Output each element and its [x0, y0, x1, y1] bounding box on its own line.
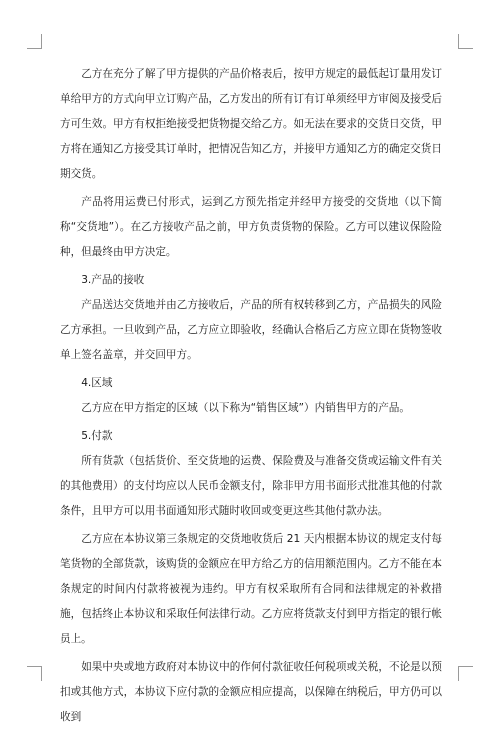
- paragraph-acceptance: 产品送达交货地并由乙方接收后，产品的所有权转移到乙方，产品损失的风险乙方承担。一旦收到产品，乙方应立即验收，经确认合格后乙方应立即在货物签收单上签名盖章，并交回甲方。: [60, 299, 442, 361]
- paragraph-taxes: 如果中央或地方政府对本协议中的作何付款征收任何税项或关税，不论是以预扣或其他方式，本协议下应付款的金额应相应提高，以保障在纳税后，甲方仍可以收到: [60, 661, 442, 723]
- paragraph-delivery: 产品将用运费已付形式，运到乙方预先指定并经甲方接受的交货地（以下简称“交货地”）。在乙方接收产品之前，甲方负责货物的保险。乙方可以建议保险险种，但最终由甲方决定。: [60, 196, 442, 258]
- paragraph-ordering: 乙方在充分了解了甲方提供的产品价格表后，按甲方规定的最低起订量用发订单给甲方的方式向甲立订购产品，乙方发出的所有订有订单须经甲方审阅及接受后方可生效。甲方有权拒绝接受把货物提交给乙方。如无法在要求的交货日交货，甲方将在通知乙方接受其订单时，把情况告知乙方，并接甲方通知乙方的确定交货日期交货。: [60, 68, 442, 180]
- crop-mark-top-left: [27, 34, 42, 49]
- section-heading-payment: 5.付款: [81, 430, 113, 442]
- paragraph-payment-terms: 乙方应在本协议第三条规定的交货地收货后 21 天内根据本协议的规定支付每笔货物的全部货款，该购货的金额应在甲方给乙方的信用额范围内。乙方不能在本条规定的时间内付款将被视为违约。甲方有权采取所有合同和法律规定的补救措施，包括终止本协议和采取任何法律行动。乙方应将货款支付到甲方指定的银行帐员上。: [60, 533, 442, 645]
- document-body: [60, 62, 442, 730]
- paragraph-region: 乙方应在甲方指定的区域（以下称为“销售区域”）内销售甲方的产品。: [81, 402, 410, 414]
- crop-mark-bottom-left: [27, 666, 42, 681]
- paragraph-payment-currency: 所有货款（包括货价、至交货地的运费、保险费及与准备交货或运输文件有关的其他费用）的支付均应以人民币金额支付，除非甲方用书面形式批准其他的付款条件，且甲方可以用书面通知形式随时收回或变更这些其他付款办法。: [60, 455, 442, 517]
- section-heading-acceptance: 3.产品的接收: [81, 274, 145, 286]
- crop-mark-top-right: [458, 34, 473, 49]
- section-heading-region: 4.区域: [81, 377, 113, 389]
- crop-mark-bottom-right: [458, 666, 473, 681]
